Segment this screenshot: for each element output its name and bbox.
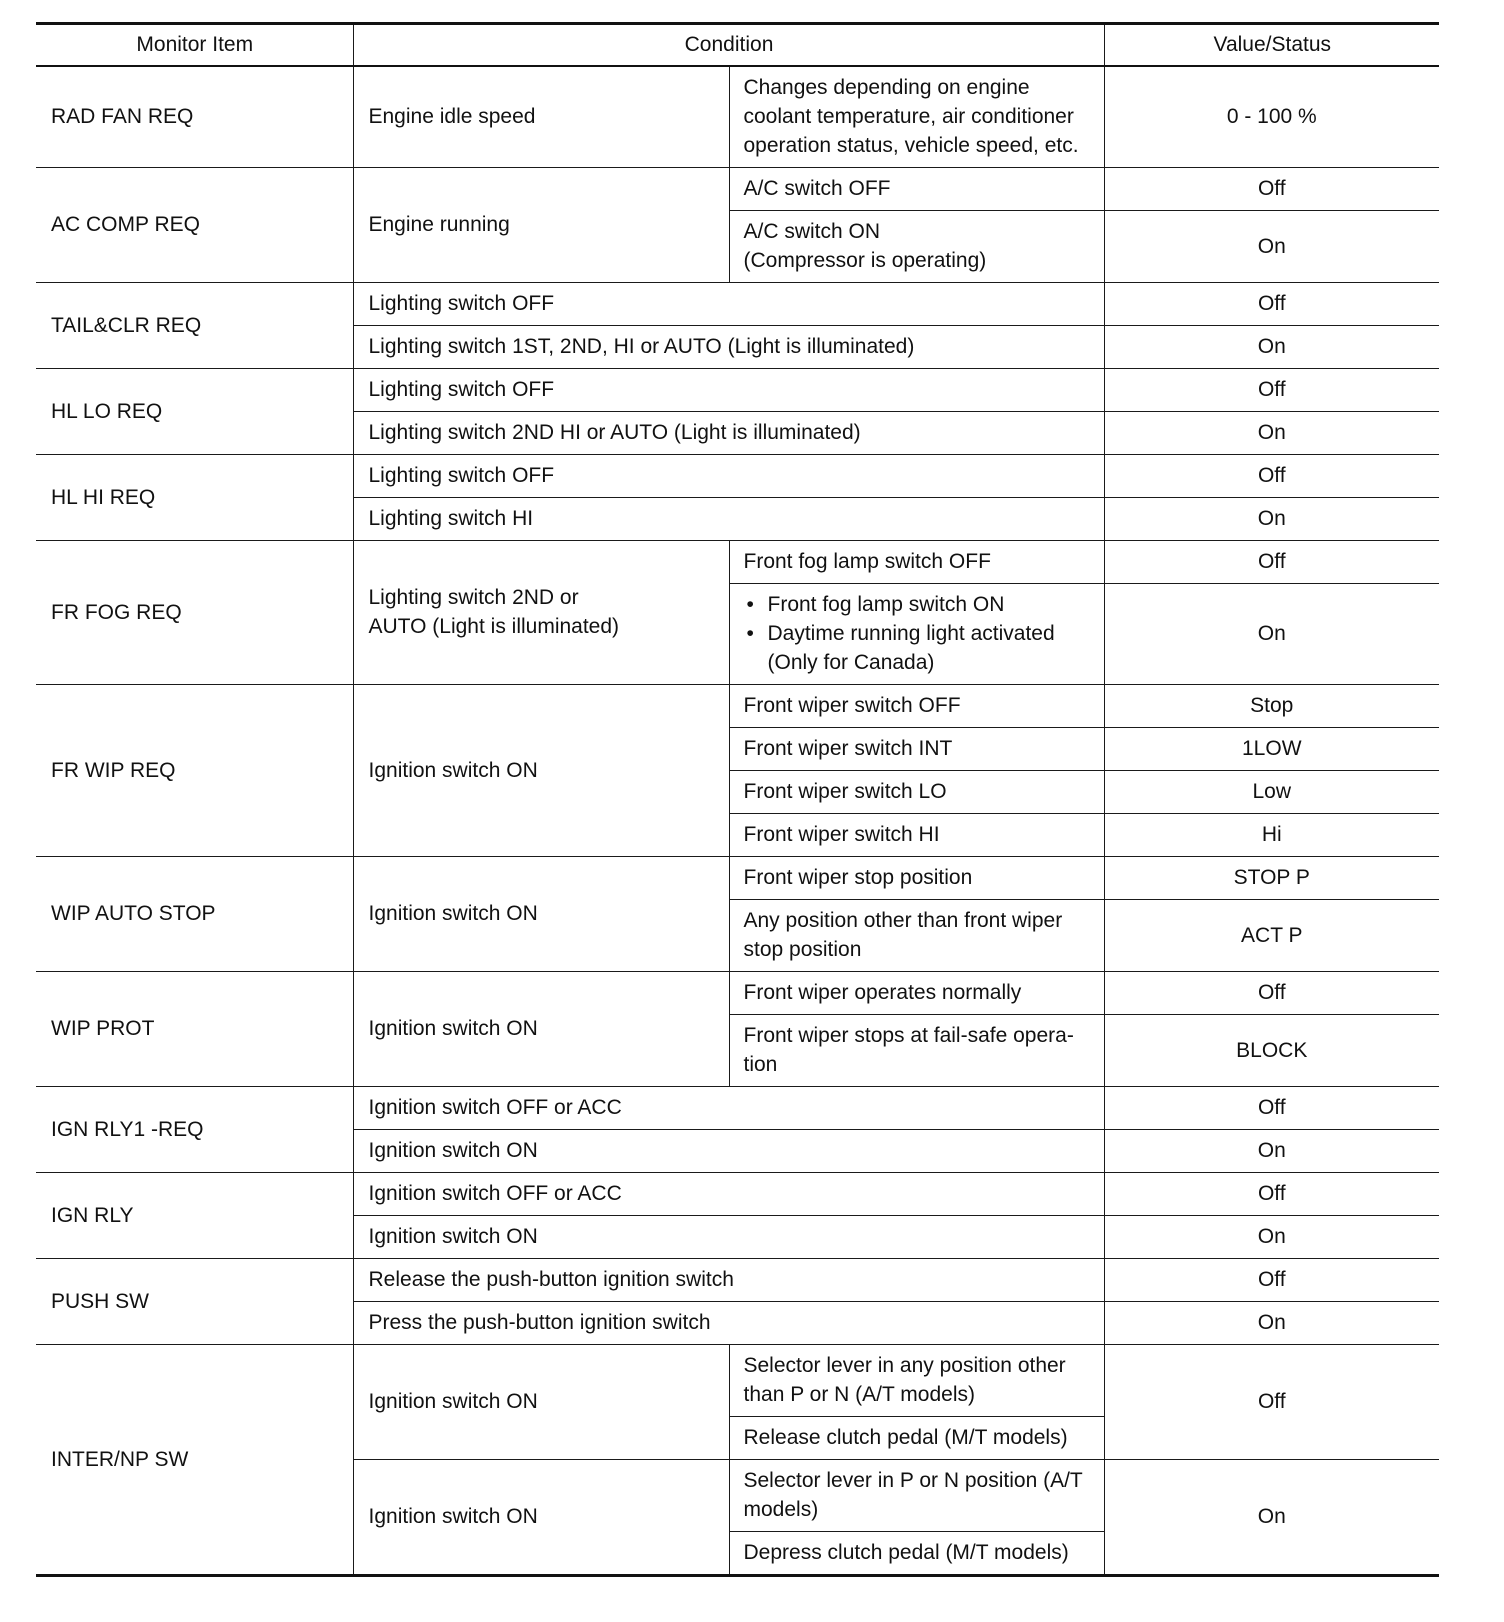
table-row <box>36 1173 1439 1216</box>
value: Off <box>1104 1173 1439 1216</box>
condition-line: Lighting switch 2ND or <box>368 586 579 609</box>
sub-condition: Changes depending on engine coolant temperature, air conditioner operation status, vehicle speed, etc. <box>729 66 1104 168</box>
sub-condition: Front wiper switch OFF <box>729 685 1104 728</box>
monitor-item: RAD FAN REQ <box>36 66 353 168</box>
monitor-item: TAIL&CLR REQ <box>36 283 353 369</box>
value: On <box>1104 1460 1439 1576</box>
header-condition: Condition <box>353 24 1104 67</box>
monitor-item: WIP AUTO STOP <box>36 857 353 972</box>
sub-condition <box>729 211 1104 283</box>
condition: Ignition switch ON <box>353 1345 729 1460</box>
sub-condition: Release clutch pedal (M/T models) <box>729 1417 1104 1460</box>
value: Off <box>1104 283 1439 326</box>
condition: Engine running <box>353 168 729 283</box>
value: Stop <box>1104 685 1439 728</box>
sub-condition: Front wiper operates normally <box>729 972 1104 1015</box>
sub-condition: Selector lever in P or N position (A/T models) <box>729 1460 1104 1532</box>
table-row <box>36 972 1439 1015</box>
bullet-item: • Front fog lamp switch ON <box>744 590 1096 619</box>
condition: Engine idle speed <box>353 66 729 168</box>
value: On <box>1104 1130 1439 1173</box>
sub-condition: Any position other than front wiper stop position <box>729 900 1104 972</box>
value: ACT P <box>1104 900 1439 972</box>
table-row <box>36 283 1439 326</box>
table-row <box>36 66 1439 168</box>
condition: Lighting switch OFF <box>353 283 1104 326</box>
monitor-item: WIP PROT <box>36 972 353 1087</box>
table-row <box>36 857 1439 900</box>
monitor-item: IGN RLY1 -REQ <box>36 1087 353 1173</box>
value: On <box>1104 498 1439 541</box>
value: On <box>1104 326 1439 369</box>
condition: Press the push-button ignition switch <box>353 1302 1104 1345</box>
value: BLOCK <box>1104 1015 1439 1087</box>
value: On <box>1104 584 1439 685</box>
sub-condition: A/C switch OFF <box>729 168 1104 211</box>
condition: Ignition switch ON <box>353 1216 1104 1259</box>
condition: Release the push-button ignition switch <box>353 1259 1104 1302</box>
monitor-item: IGN RLY <box>36 1173 353 1259</box>
monitor-item: FR WIP REQ <box>36 685 353 857</box>
table-row <box>36 1259 1439 1302</box>
condition: Ignition switch OFF or ACC <box>353 1087 1104 1130</box>
value: On <box>1104 211 1439 283</box>
sub-condition-line: A/C switch ON <box>743 220 881 243</box>
table-row <box>36 1345 1439 1417</box>
sub-condition: Front wiper switch LO <box>729 771 1104 814</box>
bullet-line: Daytime running light activated <box>767 622 1055 645</box>
value: Off <box>1104 541 1439 584</box>
sub-condition: Depress clutch pedal (M/T models) <box>729 1532 1104 1576</box>
condition: Ignition switch ON <box>353 1460 729 1576</box>
sub-condition <box>729 584 1104 685</box>
value: Off <box>1104 455 1439 498</box>
bullet-line: (Only for Canada) <box>767 651 935 674</box>
header-value-status: Value/Status <box>1104 24 1439 67</box>
condition: Ignition switch ON <box>353 1130 1104 1173</box>
condition: Lighting switch 1ST, 2ND, HI or AUTO (Light is illuminated) <box>353 326 1104 369</box>
monitor-item: AC COMP REQ <box>36 168 353 283</box>
value: Off <box>1104 1087 1439 1130</box>
value: STOP P <box>1104 857 1439 900</box>
sub-condition: Front wiper stops at fail-safe opera-tion <box>729 1015 1104 1087</box>
monitor-item-table <box>36 22 1439 1577</box>
sub-condition: Front wiper switch HI <box>729 814 1104 857</box>
condition: Ignition switch OFF or ACC <box>353 1173 1104 1216</box>
sub-condition: Front wiper stop position <box>729 857 1104 900</box>
monitor-item: HL LO REQ <box>36 369 353 455</box>
monitor-item: HL HI REQ <box>36 455 353 541</box>
header-row <box>36 24 1439 67</box>
condition: Lighting switch OFF <box>353 369 1104 412</box>
value: On <box>1104 412 1439 455</box>
condition: Ignition switch ON <box>353 685 729 857</box>
value: On <box>1104 1302 1439 1345</box>
table-row <box>36 685 1439 728</box>
condition: Ignition switch ON <box>353 857 729 972</box>
header-monitor-item: Monitor Item <box>36 24 353 67</box>
value: 0 - 100 % <box>1104 66 1439 168</box>
value: Low <box>1104 771 1439 814</box>
value: On <box>1104 1216 1439 1259</box>
value: Off <box>1104 1259 1439 1302</box>
condition: Lighting switch 2ND HI or AUTO (Light is illuminated) <box>353 412 1104 455</box>
value: Off <box>1104 369 1439 412</box>
table-row <box>36 455 1439 498</box>
value: Off <box>1104 972 1439 1015</box>
table-row <box>36 369 1439 412</box>
bullet-item <box>744 619 1096 677</box>
value: 1LOW <box>1104 728 1439 771</box>
sub-condition: Front wiper switch INT <box>729 728 1104 771</box>
value: Hi <box>1104 814 1439 857</box>
value: Off <box>1104 168 1439 211</box>
condition: Ignition switch ON <box>353 972 729 1087</box>
monitor-item: FR FOG REQ <box>36 541 353 685</box>
sub-condition: Front fog lamp switch OFF <box>729 541 1104 584</box>
monitor-item: INTER/NP SW <box>36 1345 353 1576</box>
document-page <box>36 22 1439 1577</box>
sub-condition: Selector lever in any position other than P or N (A/T models) <box>729 1345 1104 1417</box>
sub-condition-line: (Compressor is operating) <box>743 249 987 272</box>
value: Off <box>1104 1345 1439 1460</box>
condition-line: AUTO (Light is illuminated) <box>368 615 620 638</box>
monitor-item: PUSH SW <box>36 1259 353 1345</box>
table-row <box>36 168 1439 211</box>
table-row <box>36 1087 1439 1130</box>
table-row <box>36 541 1439 584</box>
condition: Lighting switch HI <box>353 498 1104 541</box>
condition <box>353 541 729 685</box>
condition: Lighting switch OFF <box>353 455 1104 498</box>
